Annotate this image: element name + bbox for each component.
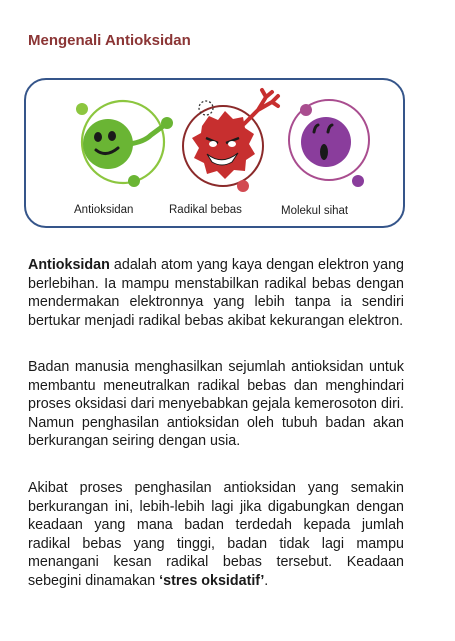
paragraph-3-term: ‘stres oksidatif’ <box>159 572 265 589</box>
page-title: Mengenali Antioksidan <box>28 32 191 49</box>
free-radical-label: Radikal bebas <box>169 204 242 216</box>
antioxidant-label: Antioksidan <box>74 204 134 216</box>
paragraph-1-text: adalah atom yang kaya dengan elektron yang berlebihan. Ia mampu menstabilkan radikal bebas dengan mendermakan elektronnya yang lebih tanpa ia sendiri bertukar menjadi radikal bebas akibat kekurangan elektron. <box>28 257 404 329</box>
paragraph-1 <box>28 256 404 330</box>
paragraph-2: Badan manusia menghasilkan sejumlah antioksidan untuk membantu meneutralkan radikal bebas dan menghindari proses oksidasi dari menyebabkan gejala kemerosoton diri. Namun penghasilan antioksidan oleh tubuh badan akan berkurangan seiring dengan usia. <box>28 359 404 450</box>
paragraph-3-text: Akibat proses penghasilan antioksidan yang semakin berkurangan ini, lebih-lebih lagi jika digabungkan dengan keadaan yang mana badan terdedah kepada jumlah radikal bebas yang tinggi, badan tidak lagi mampu menangani kesan radikal bebas tersebut. Keadaan sebegini dinamakan <box>28 480 404 589</box>
paragraph-3 <box>28 479 404 591</box>
healthy-molecule-label: Molekul sihat <box>281 205 349 217</box>
free-radical-character <box>183 90 278 192</box>
paragraph-3-tail: . <box>264 572 269 589</box>
antioxidant-character <box>76 101 173 187</box>
illustration-panel <box>24 78 405 228</box>
healthy-molecule-character <box>289 100 369 187</box>
paragraph-1-lead: Antioksidan <box>28 257 110 273</box>
